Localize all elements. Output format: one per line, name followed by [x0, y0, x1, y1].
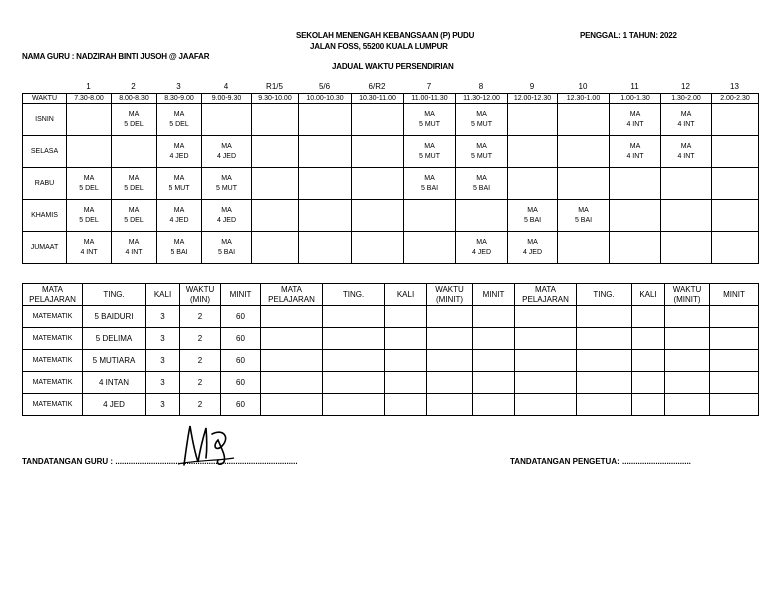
subject-code: MA — [221, 238, 232, 246]
principal-signature-line: TANDATANGAN PENGETUA: ............................... — [510, 457, 691, 466]
time-slot: 9.00-9.30 — [202, 94, 252, 104]
time-slot: 7.30-8.00 — [67, 94, 112, 104]
summary-cell — [515, 350, 577, 372]
timetable-cell — [112, 136, 157, 168]
summary-cell — [261, 372, 323, 394]
day-row — [23, 200, 759, 232]
teacher-signature-icon — [176, 420, 236, 470]
timetable-cell — [157, 136, 202, 168]
timetable-cell — [252, 168, 299, 200]
subject-code: MA — [173, 174, 185, 182]
summary-cell: 60 — [221, 350, 261, 372]
timetable-cell — [112, 104, 157, 136]
summary-cell — [427, 372, 473, 394]
time-header: WAKTU — [23, 94, 67, 104]
timetable-cell — [112, 232, 157, 264]
subject-code: MA — [83, 174, 95, 182]
timetable-cell — [252, 136, 299, 168]
summary-cell — [665, 350, 710, 372]
timetable-cell — [67, 136, 112, 168]
timetable — [22, 93, 759, 264]
summary-header: MINIT — [473, 284, 515, 306]
timetable-cell — [299, 136, 352, 168]
school-address: JALAN FOSS, 55200 KUALA LUMPUR — [310, 42, 448, 51]
day-row — [23, 136, 759, 168]
summary-cell: 2 — [180, 372, 221, 394]
class-code: 5 DEL — [169, 120, 189, 128]
summary-cell — [577, 328, 632, 350]
time-slot: 2.00-2.30 — [712, 94, 759, 104]
day-name: KHAMIS — [23, 200, 67, 232]
day-name: RABU — [23, 168, 67, 200]
subject-code: MA — [83, 206, 95, 214]
subject-code: MA — [680, 142, 692, 150]
subject-code: MA — [424, 110, 435, 118]
timetable-cell — [352, 104, 404, 136]
timetable-cell — [610, 104, 661, 136]
timetable-cell — [299, 104, 352, 136]
summary-header: WAKTU (MIN) — [180, 284, 221, 306]
subject-code: MA — [173, 206, 185, 214]
school-name: SEKOLAH MENENGAH KEBANGSAAN (P) PUDU — [296, 31, 475, 40]
summary-cell — [323, 350, 385, 372]
timetable-cell — [299, 232, 352, 264]
timetable-cell — [352, 232, 404, 264]
subject-code: MA — [527, 238, 538, 246]
timetable-cell — [157, 104, 202, 136]
summary-cell — [473, 350, 515, 372]
subject-code: MA — [173, 110, 185, 118]
table-row — [23, 328, 759, 350]
subject-code: MA — [527, 206, 538, 214]
summary-cell: 60 — [221, 372, 261, 394]
period-number: 13 — [730, 82, 739, 91]
timetable-cell — [112, 200, 157, 232]
summary-cell: 3 — [146, 394, 180, 416]
summary-cell — [473, 372, 515, 394]
summary-header: MINIT — [710, 284, 759, 306]
period-number: 11 — [630, 82, 639, 91]
summary-cell — [632, 372, 665, 394]
class-code: 5 MUT — [471, 120, 492, 128]
summary-cell: 3 — [146, 306, 180, 328]
subject-code: MA — [128, 206, 140, 214]
summary-cell: 5 BAIDURI — [83, 306, 146, 328]
summary-cell: 5 MUTIARA — [83, 350, 146, 372]
class-code: 4 INT — [677, 120, 695, 128]
timetable-cell — [252, 104, 299, 136]
class-code: 5 MUT — [419, 152, 440, 160]
timetable-cell — [508, 200, 558, 232]
summary-cell: MATEMATIK — [23, 372, 83, 394]
class-code: 5 DEL — [79, 216, 99, 224]
subject-code: MA — [629, 142, 641, 150]
summary-header: WAKTU (MINIT) — [665, 284, 710, 306]
subject-code: MA — [424, 174, 435, 182]
timetable-cell — [558, 232, 610, 264]
timetable-cell — [67, 200, 112, 232]
summary-header: TING. — [577, 284, 632, 306]
timetable-cell — [712, 232, 759, 264]
timetable-cell — [299, 200, 352, 232]
summary-cell — [710, 306, 759, 328]
day-name: JUMAAT — [23, 232, 67, 264]
class-code: 5 BAI — [420, 184, 439, 192]
class-code: 4 INT — [626, 120, 644, 128]
class-code: 5 DEL — [124, 184, 144, 192]
summary-cell: 3 — [146, 350, 180, 372]
summary-header: MATA PELAJARAN — [261, 284, 323, 306]
timetable-cell — [252, 232, 299, 264]
timetable-cell — [404, 136, 456, 168]
period-number: 10 — [578, 82, 588, 91]
summary-header: TING. — [83, 284, 146, 306]
class-code: 5 DEL — [124, 120, 144, 128]
timetable-cell — [202, 232, 252, 264]
class-code: 4 INT — [80, 248, 98, 256]
timetable-cell — [661, 200, 712, 232]
summary-cell: MATEMATIK — [23, 350, 83, 372]
time-slot: 10.00-10.30 — [299, 94, 352, 104]
summary-cell — [385, 328, 427, 350]
period-number: R1/5 — [266, 82, 283, 91]
summary-cell — [473, 306, 515, 328]
summary-cell — [385, 372, 427, 394]
time-slot: 12.30-1.00 — [558, 94, 610, 104]
summary-cell — [261, 394, 323, 416]
summary-cell — [577, 372, 632, 394]
subject-code: MA — [476, 174, 487, 182]
summary-cell — [323, 328, 385, 350]
class-code: 5 BAI — [170, 248, 188, 256]
time-slot: 12.00-12.30 — [508, 94, 558, 104]
summary-cell — [261, 306, 323, 328]
timetable-cell — [112, 168, 157, 200]
summary-header: MATA PELAJARAN — [23, 284, 83, 306]
summary-cell — [577, 306, 632, 328]
day-name: SELASA — [23, 136, 67, 168]
period-number: 7 — [426, 82, 432, 91]
period-number: 6/R2 — [368, 82, 386, 91]
timetable-cell — [610, 168, 661, 200]
timetable-cell — [610, 136, 661, 168]
timetable-cell — [508, 232, 558, 264]
timetable-cell — [712, 200, 759, 232]
subject-code: MA — [83, 238, 95, 246]
summary-cell — [515, 394, 577, 416]
summary-cell — [710, 328, 759, 350]
timetable-cell — [404, 232, 456, 264]
summary-cell: 60 — [221, 394, 261, 416]
timetable-cell — [661, 168, 712, 200]
summary-cell — [710, 394, 759, 416]
summary-table — [22, 283, 759, 416]
class-code: 5 DEL — [124, 216, 144, 224]
summary-cell: 4 JED — [83, 394, 146, 416]
summary-cell — [323, 306, 385, 328]
summary-cell — [385, 394, 427, 416]
timetable-cell — [202, 136, 252, 168]
class-code: 4 JED — [216, 216, 237, 224]
class-code: 5 DEL — [79, 184, 99, 192]
teacher-name: NAMA GURU : NADZIRAH BINTI JUSOH @ JAAFAR — [22, 52, 210, 61]
day-row — [23, 232, 759, 264]
summary-cell: 5 DELIMA — [83, 328, 146, 350]
subject-code: MA — [128, 174, 140, 182]
time-slot: 11.00-11.30 — [404, 94, 456, 104]
summary-cell — [632, 328, 665, 350]
timetable-cell — [456, 200, 508, 232]
class-code: 5 MUT — [419, 120, 440, 128]
summary-cell — [427, 306, 473, 328]
summary-cell — [473, 394, 515, 416]
summary-cell — [577, 394, 632, 416]
summary-header: WAKTU (MINIT) — [427, 284, 473, 306]
timetable-cell — [157, 200, 202, 232]
summary-cell — [665, 328, 710, 350]
period-number: 12 — [681, 82, 690, 91]
summary-cell — [665, 394, 710, 416]
summary-cell — [385, 350, 427, 372]
summary-header: TING. — [323, 284, 385, 306]
summary-cell — [261, 350, 323, 372]
summary-header: MATA PELAJARAN — [515, 284, 577, 306]
subject-code: MA — [476, 142, 487, 150]
timetable-cell — [202, 104, 252, 136]
subject-code: MA — [173, 238, 185, 246]
timetable-cell — [456, 168, 508, 200]
timetable-cell — [508, 104, 558, 136]
timetable-cell — [558, 168, 610, 200]
time-slot: 8.00-8.30 — [112, 94, 157, 104]
timetable-cell — [67, 168, 112, 200]
page-title: JADUAL WAKTU PERSENDIRIAN — [332, 62, 454, 71]
summary-cell — [323, 394, 385, 416]
timetable-cell — [67, 232, 112, 264]
term-year: PENGGAL: 1 TAHUN: 2022 — [580, 31, 677, 40]
timetable-cell — [404, 104, 456, 136]
timetable-cell — [202, 200, 252, 232]
subject-code: MA — [629, 110, 641, 118]
summary-cell — [577, 350, 632, 372]
summary-cell — [632, 306, 665, 328]
subject-code: MA — [221, 142, 232, 150]
summary-cell — [665, 372, 710, 394]
summary-cell — [665, 306, 710, 328]
table-row — [23, 306, 759, 328]
period-number: 1 — [86, 82, 91, 91]
summary-cell: MATEMATIK — [23, 306, 83, 328]
summary-cell: 2 — [180, 350, 221, 372]
summary-cell — [515, 328, 577, 350]
day-row — [23, 104, 759, 136]
class-code: 4 INT — [626, 152, 644, 160]
class-code: 4 JED — [169, 216, 189, 224]
period-number: 2 — [131, 82, 136, 91]
summary-cell: 3 — [146, 328, 180, 350]
table-row — [23, 350, 759, 372]
day-row — [23, 168, 759, 200]
period-number: 9 — [529, 82, 535, 91]
class-code: 5 MUT — [216, 184, 237, 192]
summary-cell — [427, 350, 473, 372]
timetable-cell — [712, 136, 759, 168]
summary-cell — [515, 306, 577, 328]
summary-header: KALI — [385, 284, 427, 306]
time-slot: 8.30-9.00 — [157, 94, 202, 104]
timetable-cell — [404, 200, 456, 232]
summary-cell: 2 — [180, 328, 221, 350]
timetable-cell — [67, 104, 112, 136]
summary-cell: 2 — [180, 394, 221, 416]
summary-cell — [632, 350, 665, 372]
summary-cell: 2 — [180, 306, 221, 328]
time-slot: 1.00-1.30 — [610, 94, 661, 104]
class-code: 5 BAI — [472, 184, 491, 192]
summary-cell — [710, 350, 759, 372]
subject-code: MA — [173, 142, 185, 150]
timetable-cell — [610, 232, 661, 264]
table-row — [23, 394, 759, 416]
summary-cell — [632, 394, 665, 416]
table-row — [23, 372, 759, 394]
subject-code: MA — [128, 238, 140, 246]
summary-cell: MATEMATIK — [23, 394, 83, 416]
timetable-cell — [252, 200, 299, 232]
timetable-cell — [456, 104, 508, 136]
timetable-cell — [712, 168, 759, 200]
summary-cell — [385, 306, 427, 328]
class-code: 5 BAI — [574, 216, 593, 224]
subject-code: MA — [221, 206, 232, 214]
subject-code: MA — [476, 238, 487, 246]
summary-cell — [427, 328, 473, 350]
period-number: 5/6 — [318, 82, 331, 91]
class-code: 5 MUT — [168, 184, 190, 192]
timetable-cell — [661, 136, 712, 168]
subject-code: MA — [680, 110, 692, 118]
timetable-cell — [558, 136, 610, 168]
time-row — [23, 94, 759, 104]
summary-cell — [427, 394, 473, 416]
summary-cell: 60 — [221, 306, 261, 328]
class-code: 5 MUT — [471, 152, 492, 160]
summary-cell — [515, 372, 577, 394]
period-numbers — [0, 82, 768, 93]
subject-code: MA — [424, 142, 435, 150]
timetable-cell — [352, 200, 404, 232]
summary-cell: 4 INTAN — [83, 372, 146, 394]
class-code: 4 JED — [169, 152, 189, 160]
summary-header: KALI — [632, 284, 665, 306]
subject-code: MA — [221, 174, 232, 182]
timetable-cell — [558, 104, 610, 136]
subject-code: MA — [476, 110, 487, 118]
summary-cell: 60 — [221, 328, 261, 350]
summary-cell — [473, 328, 515, 350]
timetable-cell — [712, 104, 759, 136]
time-slot: 10.30-11.00 — [352, 94, 404, 104]
timetable-cell — [558, 200, 610, 232]
timetable-cell — [404, 168, 456, 200]
timetable-cell — [352, 136, 404, 168]
summary-cell: MATEMATIK — [23, 328, 83, 350]
subject-code: MA — [578, 206, 589, 214]
teacher-signature-line: TANDATANGAN GURU : .................................................................................. — [22, 457, 298, 466]
timetable-cell — [456, 136, 508, 168]
period-number: 8 — [478, 82, 484, 91]
timetable-cell — [661, 232, 712, 264]
timetable-cell — [157, 168, 202, 200]
time-slot: 1.30-2.00 — [661, 94, 712, 104]
time-slot: 11.30-12.00 — [456, 94, 508, 104]
timetable-cell — [352, 168, 404, 200]
timetable-cell — [157, 232, 202, 264]
summary-cell: 3 — [146, 372, 180, 394]
summary-cell — [710, 372, 759, 394]
class-code: 4 JED — [216, 152, 237, 160]
class-code: 4 JED — [522, 248, 543, 256]
timetable-cell — [456, 232, 508, 264]
timetable-cell — [299, 168, 352, 200]
timetable-cell — [202, 168, 252, 200]
summary-header: MINIT — [221, 284, 261, 306]
summary-cell — [323, 372, 385, 394]
timetable-cell — [610, 200, 661, 232]
day-name: ISNIN — [23, 104, 67, 136]
class-code: 4 INT — [677, 152, 695, 160]
period-number: 3 — [176, 82, 181, 91]
summary-header: KALI — [146, 284, 180, 306]
class-code: 5 BAI — [523, 216, 542, 224]
subject-code: MA — [128, 110, 140, 118]
timetable-cell — [508, 168, 558, 200]
summary-cell — [261, 328, 323, 350]
timetable-cell — [661, 104, 712, 136]
class-code: 5 BAI — [217, 248, 236, 256]
time-slot: 9.30-10.00 — [252, 94, 299, 104]
timetable-cell — [508, 136, 558, 168]
period-number: 4 — [223, 82, 229, 91]
class-code: 4 INT — [125, 248, 143, 256]
class-code: 4 JED — [471, 248, 492, 256]
